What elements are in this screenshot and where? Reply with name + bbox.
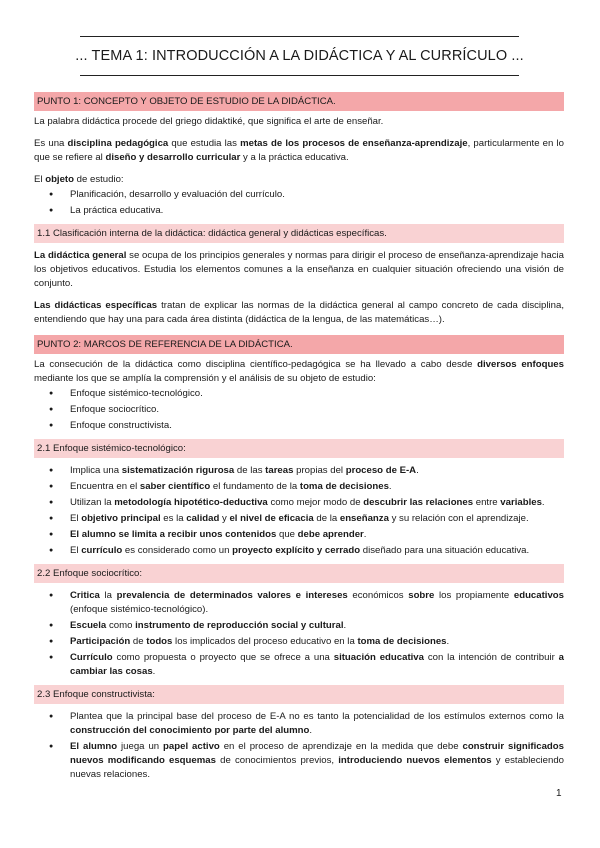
- list-item: ● El alumno se limita a recibir unos contenidos que debe aprender.: [70, 528, 564, 542]
- list-item: ● Enfoque sistémico-tecnológico.: [70, 387, 564, 401]
- list-item: ● Utilizan la metodología hipotético-deductiva como mejor modo de descubrir las relaciones entre variables.: [70, 496, 564, 510]
- title-block: [75, 36, 524, 76]
- paragraph: La palabra didáctica procede del griego didaktiké, que significa el arte de enseñar.: [34, 116, 384, 127]
- list-item: ● Critica la prevalencia de determinados valores e intereses económicos sobre los propiamente educativos (enfoque sistémico-tecnológico).: [70, 589, 564, 617]
- bullet-list-constructivista: [34, 710, 564, 782]
- bullet-list-sistemico: [34, 464, 564, 558]
- section-heading-punto-1: PUNTO 1: CONCEPTO Y OBJETO DE ESTUDIO DE LA DIDÁCTICA.: [34, 92, 564, 111]
- subsection-heading-2-2: 2.2 Enfoque sociocrítico:: [34, 564, 564, 583]
- list-item: ● Enfoque sociocrítico.: [70, 403, 564, 417]
- list-item: ● Currículo como propuesta o proyecto que se ofrece a una situación educativa con la intención de contribuir a cambiar las cosas.: [70, 651, 564, 679]
- list-item: ● El alumno juega un papel activo en el proceso de aprendizaje en la medida que debe construir significados nuevos modificando esquemas de conocimientos previos, introduciendo nuevos elementos y estableciendo nuevas relaciones.: [70, 740, 564, 782]
- list-item: ● Plantea que la principal base del proceso de E-A no es tanto la potencialidad de los estímulos externos como la construcción del conocimiento por parte del alumno.: [70, 710, 564, 738]
- paragraph: La didáctica general se ocupa de los principios generales y normas para dirigir el proceso de enseñanza-aprendizaje hacia los objetivos educativos. Estudia los elementos comunes a la enseñanza en cualquier situación ofreciendo una visión de conjunto.: [34, 250, 564, 289]
- subsection-heading-1-1: 1.1 Clasificación interna de la didáctica: didáctica general y didácticas específicas.: [34, 224, 564, 243]
- list-item: ● El currículo es considerado como un proyecto explícito y cerrado diseñado para una situación educativa.: [70, 544, 564, 558]
- subsection-heading-2-1: 2.1 Enfoque sistémico-tecnológico:: [34, 439, 564, 458]
- bullet-list-approaches: [34, 387, 564, 433]
- list-item: ● El objetivo principal es la calidad y el nivel de eficacia de la enseñanza y su relación con el aprendizaje.: [70, 512, 564, 526]
- list-item: ● Implica una sistematización rigurosa de las tareas propias del proceso de E-A.: [70, 464, 564, 478]
- list-item: ● Enfoque constructivista.: [70, 419, 564, 433]
- list-item: ● Escuela como instrumento de reproducción social y cultural.: [70, 619, 564, 633]
- list-item: ● La práctica educativa.: [70, 204, 564, 218]
- subsection-heading-2-3: 2.3 Enfoque constructivista:: [34, 685, 564, 704]
- page-number: 1: [556, 788, 562, 799]
- list-item: ● Planificación, desarrollo y evaluación del currículo.: [70, 188, 564, 202]
- paragraph: Es una disciplina pedagógica que estudia las metas de los procesos de enseñanza-aprendizaje, particularmente en lo que se refiere al diseño y desarrollo curricular y a la práctica educativa.: [34, 138, 564, 163]
- document-body: [34, 92, 564, 788]
- bullet-list-objects: [34, 188, 564, 218]
- paragraph: El objeto de estudio:: [34, 174, 124, 185]
- page-title: ... TEMA 1: INTRODUCCIÓN A LA DIDÁCTICA Y AL CURRÍCULO ...: [75, 48, 524, 64]
- list-item: ● Participación de todos los implicados del proceso educativo en la toma de decisiones.: [70, 635, 564, 649]
- list-item: ● Encuentra en el saber científico el fundamento de la toma de decisiones.: [70, 480, 564, 494]
- paragraph: Las didácticas específicas tratan de explicar las normas de la didáctica general al campo concreto de cada disciplina, entendiendo que hay una para cada área distinta (didáctica de la lengua, de las matemáticas…).: [34, 300, 564, 325]
- section-heading-punto-2: PUNTO 2: MARCOS DE REFERENCIA DE LA DIDÁCTICA.: [34, 335, 564, 354]
- paragraph: La consecución de la didáctica como disciplina científico-pedagógica se ha llevado a cabo desde diversos enfoques mediante los que se amplía la comprensión y el análisis de su objeto de estudio:: [34, 359, 564, 384]
- bullet-list-sociocritico: [34, 589, 564, 679]
